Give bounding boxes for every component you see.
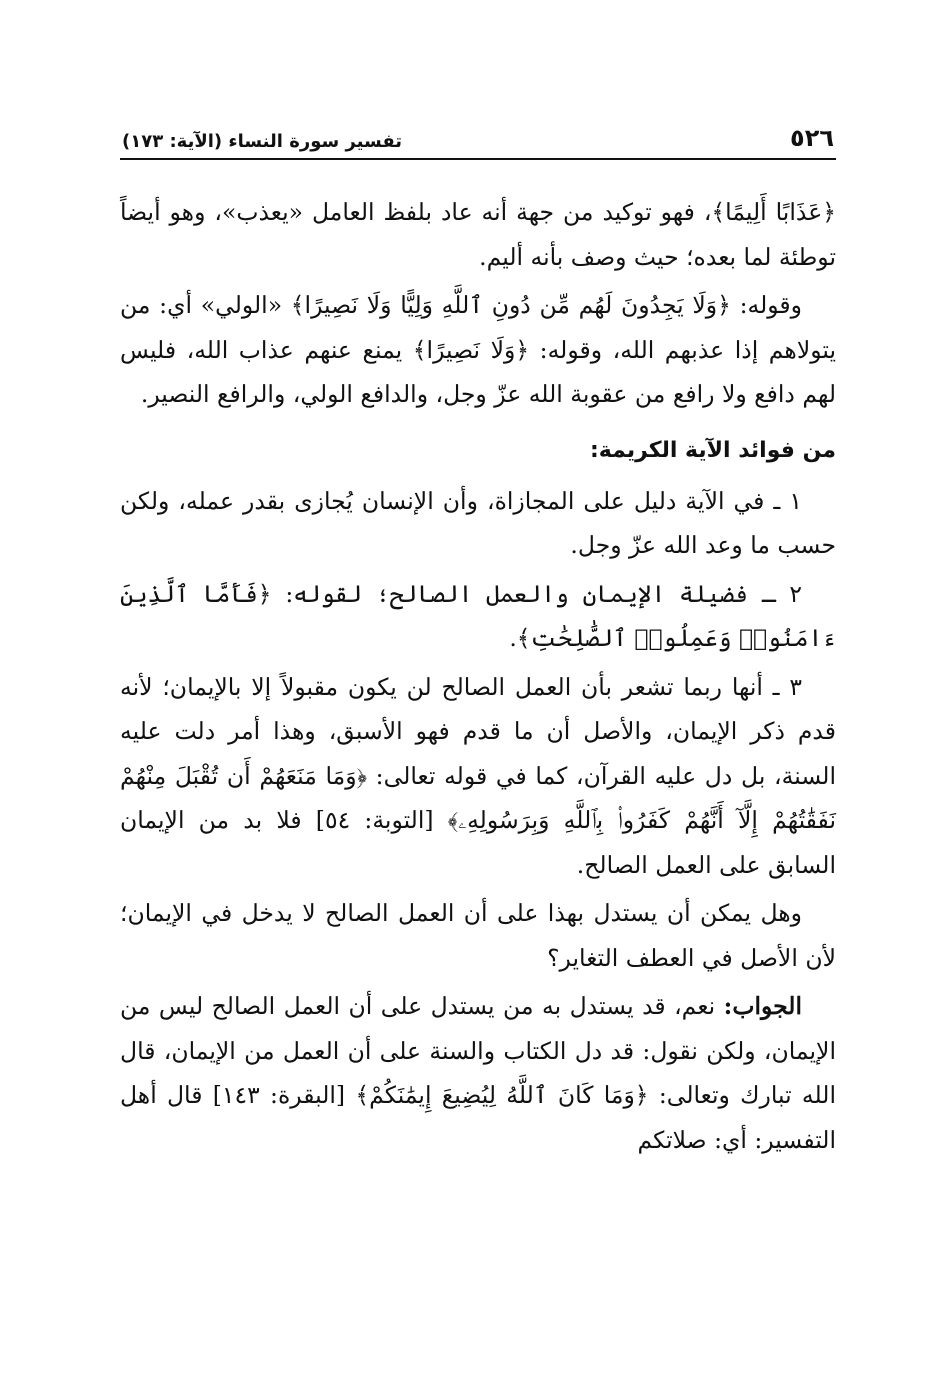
running-title: تفسير سورة النساء (الآية: ١٧٣) xyxy=(122,131,403,152)
page-number: ٥٢٦ xyxy=(790,124,834,152)
book-page xyxy=(120,118,836,1166)
page-body xyxy=(120,190,836,1162)
benefit-item: ٣ ـ أنها ربما تشعر بأن العمل الصالح لن يكون مقبولاً إلا بالإيمان؛ لأنه قدم ذكر الإيمان، والأصل أن ما قدم فهو الأسبق، وهذا أمر دلت عليه السنة، بل دل عليه القرآن، كما في قوله تعالى: ﴿وَمَا مَنَعَهُمْ أَن تُقْبَلَ مِنْهُمْ نَفَقَٰتُهُمْ إِلَّآ أَنَّهُمْ كَفَرُوا۟ بِٱللَّهِ وَبِرَسُولِهِۦ﴾ [التوبة: ٥٤] فلا بد من الإيمان السابق على العمل الصالح. xyxy=(120,672,836,879)
answer-label: الجواب: xyxy=(723,992,802,1020)
answer-paragraph xyxy=(120,984,836,1162)
paragraph: وقوله: ﴿وَلَا يَجِدُونَ لَهُم مِّن دُونِ ٱللَّهِ وَلِيًّا وَلَا نَصِيرًا﴾ «الولي» أي: من يتولاهم إذا عذبهم الله، وقوله: ﴿وَلَا نَصِيرًا﴾ يمنع عنهم عذاب الله، فليس لهم دافع ولا رافع من عقوبة الله عزّ وجل، والدافع الولي، والرافع النصير. xyxy=(120,291,836,408)
question-paragraph: وهل يمكن أن يستدل بهذا على أن العمل الصالح لا يدخل في الإيمان؛ لأن الأصل في العطف التغاير؟ xyxy=(120,899,836,972)
section-heading: من فوائد الآية الكريمة: xyxy=(589,437,836,463)
page-header xyxy=(120,118,836,160)
benefit-item: ٢ ـ فضيلة الإيمان والعمل الصالح؛ لقوله: ﴿فَأَمَّا ٱلَّذِينَ ءَامَنُوا۟ وَعَمِلُوا۟ ٱلصَّٰلِحَٰتِ﴾. xyxy=(120,579,836,652)
paragraph: ﴿عَذَابًا أَلِيمًا﴾، فهو توكيد من جهة أنه عاد بلفظ العامل «يعذب»، وهو أيضاً توطئة لما بعده؛ حيث وصف بأنه أليم. xyxy=(120,198,836,271)
answer-text: نعم، قد يستدل به من يستدل على أن العمل الصالح ليس من الإيمان، ولكن نقول: قد دل الكتاب والسنة على أن العمل من الإيمان، قال الله تبارك وتعالى: ﴿وَمَا كَانَ ٱللَّهُ لِيُضِيعَ إِيمَٰنَكُمْ﴾ [البقرة: ١٤٣] قال أهل التفسير: أي: صلاتكم xyxy=(120,992,836,1154)
benefit-item: ١ ـ في الآية دليل على المجازاة، وأن الإنسان يُجازى بقدر عمله، ولكن حسب ما وعد الله عزّ وجل. xyxy=(120,486,836,559)
